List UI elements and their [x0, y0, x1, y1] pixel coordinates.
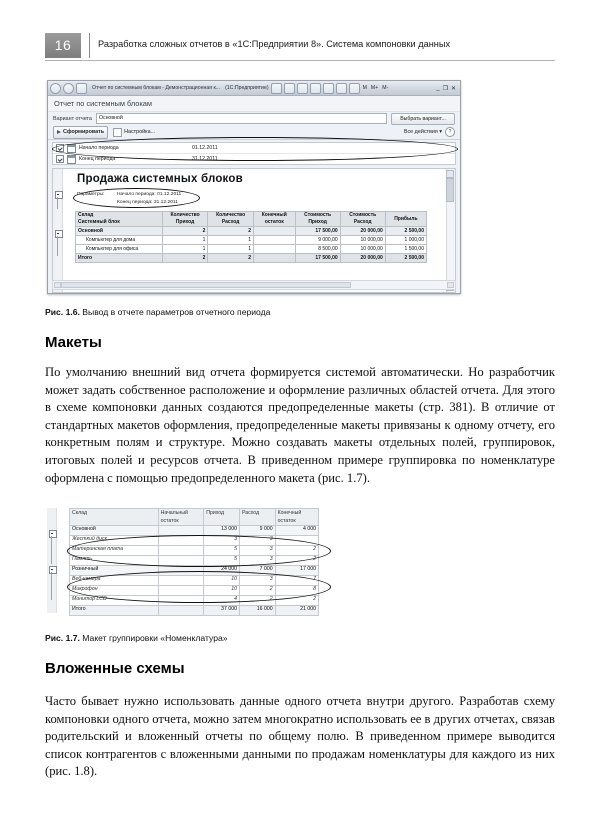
report-col-cost-in: Стоимость Приход: [295, 212, 340, 227]
memory-m-button[interactable]: M: [362, 85, 367, 91]
row-cell: [253, 227, 295, 236]
table-row: [76, 227, 427, 236]
row-name: Итого: [76, 254, 163, 263]
row-cell: 9 000,00: [295, 236, 340, 245]
parameters-panel: [52, 142, 456, 165]
row-cell: 13 000: [204, 526, 240, 536]
row-cell: 1 500,00: [385, 245, 426, 254]
scroll-up-arrow[interactable]: [446, 170, 454, 178]
row-cell: 24 000: [204, 566, 240, 576]
report-canvas: [52, 168, 456, 293]
table-row: [76, 245, 427, 254]
report-parameter-line: Конец периода: 31.12.2011: [117, 199, 178, 205]
close-icon[interactable]: ✕: [450, 85, 456, 92]
parameter-row[interactable]: [53, 143, 455, 154]
report-col-cost-out: Стоимость Расход: [340, 212, 385, 227]
row-cell: 1: [208, 245, 254, 254]
report-parameters-spacer: [77, 199, 111, 207]
running-head: [45, 33, 555, 63]
row-cell: 4 000: [275, 526, 318, 536]
caption-text: Вывод в отчете параметров отчетного периода: [79, 307, 271, 317]
report-col-qty-in: Количество Приход: [162, 212, 208, 227]
heading-makety: Макеты: [45, 334, 102, 351]
layout-table: [69, 508, 319, 616]
row-cell: 2 500,00: [385, 227, 426, 236]
calendar-icon: [67, 155, 76, 164]
layout-col-in: Приход: [204, 509, 240, 526]
running-head-title: Разработка сложных отчетов в «1С:Предприятии 8». Система компоновки данных: [98, 39, 451, 49]
row-cell: [275, 536, 318, 546]
row-cell: 21 000: [275, 606, 318, 616]
window-header-title: Отчет по системным блокам: [54, 99, 152, 108]
variant-label: Вариант отчета: [53, 115, 92, 122]
group-collapse-box[interactable]: [55, 230, 63, 238]
row-cell: 5: [204, 556, 240, 566]
row-name: Итого: [70, 606, 159, 616]
table-row: [70, 546, 319, 556]
save-icon[interactable]: [271, 83, 282, 94]
horizontal-scrollbar[interactable]: [52, 280, 456, 290]
row-cell: [158, 606, 204, 616]
row-cell: 2 500,00: [385, 254, 426, 263]
paragraph-makety: По умолчанию внешний вид отчета формируется системой автоматически. Но разработчик может задать собственное расположение и оформление различных областей отчета. Для этого в схеме компоновки данных создаются предопределенные макеты (стр. 381). В отличие от стандартных макетов оформления, предопределенные макеты привязаны к одному отчету, его конкретным полям и структуре. Можно создавать макеты отдельных полей, группировок, итоговых полей и ресурсов отчета. В приведенном примере группировка по номенклатуре оформлена с помощью предопределенного макета (рис. 1.7).: [45, 365, 555, 485]
choose-variant-button[interactable]: Выбрать вариант...: [391, 113, 455, 125]
report-title: Продажа системных блоков: [77, 173, 243, 185]
group-line: [51, 572, 52, 600]
vertical-scrollbar[interactable]: [446, 169, 455, 292]
row-cell: 5: [204, 546, 240, 556]
row-cell: 2: [208, 254, 254, 263]
row-cell: 2: [162, 254, 208, 263]
parameter-name: Конец периода: [79, 156, 116, 162]
row-cell: 3: [204, 536, 240, 546]
row-name: Монитор LCD: [70, 596, 159, 606]
row-cell: 3: [240, 546, 276, 556]
row-cell: [158, 546, 204, 556]
caption-figure-1-7: [45, 633, 228, 643]
caption-number: Рис. 1.6.: [45, 307, 80, 317]
back-icon[interactable]: [50, 83, 61, 94]
group-collapse-box[interactable]: [49, 530, 57, 538]
window-header: [48, 96, 460, 112]
row-cell: 2: [275, 596, 318, 606]
row-cell: 17 500,00: [295, 254, 340, 263]
grouping-gutter: [47, 508, 57, 613]
layout-col-opening: Начальный остаток: [158, 509, 204, 526]
parameter-value[interactable]: 31.12.2011: [192, 156, 218, 162]
calendar-icon: [67, 144, 76, 153]
report-col-sklad: Склад Системный блок: [76, 212, 163, 227]
report-parameters-block: [77, 191, 181, 206]
row-name: Память: [70, 556, 159, 566]
table-row: [70, 556, 319, 566]
all-actions-button[interactable]: Все действия ▾: [403, 129, 442, 135]
report-table: [75, 211, 427, 263]
table-row: [76, 236, 427, 245]
table-row: [70, 576, 319, 586]
row-name: Основной: [70, 526, 159, 536]
row-name: Основной: [76, 227, 163, 236]
row-cell: 37 000: [204, 606, 240, 616]
row-cell: 3: [240, 556, 276, 566]
row-name: Компьютер для офиса: [76, 245, 163, 254]
row-cell: 20 000,00: [340, 254, 385, 263]
row-cell: 10: [204, 586, 240, 596]
command-row-right: [404, 127, 455, 137]
row-cell: 10: [204, 576, 240, 586]
row-cell: [158, 596, 204, 606]
row-cell: 3: [240, 576, 276, 586]
figure-1-7-layout-grid: [47, 508, 329, 613]
row-cell: 16 000: [240, 606, 276, 616]
generate-button[interactable]: [53, 126, 108, 139]
row-cell: 2: [208, 227, 254, 236]
row-cell: [158, 576, 204, 586]
row-cell: 2: [275, 546, 318, 556]
parameter-row[interactable]: [53, 154, 455, 164]
parameter-name: Начало периода: [79, 145, 119, 151]
row-cell: 8: [275, 586, 318, 596]
command-row: [48, 125, 460, 140]
scroll-right-arrow[interactable]: [447, 282, 454, 288]
row-cell: 20 000,00: [340, 227, 385, 236]
row-cell: 10 000,00: [340, 236, 385, 245]
caption-figure-1-6: [45, 307, 270, 317]
group-line: [57, 197, 58, 209]
group-collapse-box[interactable]: [49, 566, 57, 574]
caption-number: Рис. 1.7.: [45, 633, 80, 643]
table-row: [70, 596, 319, 606]
row-cell: [158, 536, 204, 546]
row-cell: 1: [162, 236, 208, 245]
row-cell: 7 000: [240, 566, 276, 576]
report-col-qty-out: Количество Расход: [208, 212, 254, 227]
forward-icon[interactable]: [63, 83, 74, 94]
restore-icon[interactable]: ❐: [442, 85, 448, 92]
page-number: 16: [54, 37, 72, 53]
preview-icon[interactable]: [297, 83, 308, 94]
settings-label: Настройка...: [124, 129, 156, 135]
row-cell: 7: [275, 576, 318, 586]
row-cell: [158, 566, 204, 576]
row-cell: 2: [162, 227, 208, 236]
table-row: [70, 606, 319, 616]
row-cell: 2: [275, 556, 318, 566]
figure-1-6-app-window: [47, 80, 461, 294]
row-cell: 9 000: [240, 526, 276, 536]
panel-right-icon[interactable]: [349, 83, 360, 94]
row-cell: [253, 254, 295, 263]
report-parameters-label: Параметры:: [77, 192, 105, 197]
report-parameter-line: Начало периода: 01.12.2011: [117, 192, 182, 197]
paragraph-vlozhennye-shemy: Часто бывает нужно использовать данные одного отчета внутри другого. Разработав схему компоновки одного отчета, можно затем многократно использовать ее в других отчетах, связав родительский и вложенный отчеты по общему полю. В приведенном примере выводится список контрагентов с вложенными данными по продажам номенклатуры для каждого из них (рис. 1.8).: [45, 694, 555, 779]
play-icon: [57, 130, 61, 134]
table-row: [70, 586, 319, 596]
window-title-bar: [48, 81, 460, 96]
row-name: Розничный: [70, 566, 159, 576]
caption-text: Макет группировки «Номенклатура»: [79, 633, 228, 643]
app-name: (1С:Предприятие): [225, 85, 269, 91]
parameter-checkbox[interactable]: [56, 144, 64, 152]
settings-button[interactable]: [113, 128, 155, 137]
table-row: [70, 536, 319, 546]
generate-label: Сформировать: [63, 129, 105, 135]
print-icon[interactable]: [284, 83, 295, 94]
row-cell: 2: [240, 586, 276, 596]
help-icon[interactable]: ?: [445, 127, 455, 137]
row-cell: 1 000,00: [385, 236, 426, 245]
minimize-icon[interactable]: _: [436, 85, 440, 91]
report-col-balance: Конечный остаток: [253, 212, 295, 227]
horizontal-scroll-thumb[interactable]: [61, 282, 351, 288]
running-head-divider: [89, 33, 90, 58]
row-cell: 1: [162, 245, 208, 254]
group-collapse-box[interactable]: [55, 191, 63, 199]
variant-row: [48, 112, 460, 125]
scroll-left-arrow[interactable]: [54, 282, 61, 288]
row-name: Веб-камера: [70, 576, 159, 586]
row-cell: [253, 245, 295, 254]
vertical-scroll-thumb[interactable]: [446, 178, 454, 202]
layout-table-header-row: [70, 509, 319, 526]
group-line: [51, 536, 52, 564]
heading-vlozhennye-shemy: Вложенные схемы: [45, 660, 185, 677]
memory-m-minus-button[interactable]: M-: [382, 85, 389, 91]
table-row: [76, 254, 427, 263]
paste-icon[interactable]: [323, 83, 334, 94]
layout-col-closing: Конечный остаток: [275, 509, 318, 526]
row-cell: [158, 586, 204, 596]
running-head-underline: [45, 60, 555, 61]
table-row: [70, 526, 319, 536]
parameter-value[interactable]: 01.12.2011: [192, 145, 218, 151]
row-name: Компьютер для дома: [76, 236, 163, 245]
row-cell: 17 500,00: [295, 227, 340, 236]
row-cell: [253, 236, 295, 245]
row-cell: [158, 526, 204, 536]
window-system-buttons: [436, 85, 458, 92]
layout-col-sklad: Склад: [70, 509, 159, 526]
panel-left-icon[interactable]: [336, 83, 347, 94]
row-cell: 1: [208, 236, 254, 245]
row-cell: 10 000,00: [340, 245, 385, 254]
group-line: [57, 236, 58, 256]
parameter-checkbox[interactable]: [56, 155, 64, 163]
row-name: Жесткий диск: [70, 536, 159, 546]
row-cell: 4: [204, 596, 240, 606]
report-table-header-row: [76, 212, 427, 227]
layout-col-out: Расход: [240, 509, 276, 526]
row-cell: 2: [240, 596, 276, 606]
row-cell: [158, 556, 204, 566]
window-caption: Отчет по системным блокам - Демонстрационная к...: [92, 85, 221, 91]
copy-icon[interactable]: [310, 83, 321, 94]
row-cell: 3: [240, 536, 276, 546]
row-cell: 8 500,00: [295, 245, 340, 254]
memory-m-plus-button[interactable]: M+: [370, 85, 379, 91]
settings-icon: [113, 128, 122, 137]
row-name: Микрофон: [70, 586, 159, 596]
variant-input[interactable]: Основной: [96, 113, 387, 124]
row-cell: 17 000: [275, 566, 318, 576]
favorites-star-icon[interactable]: [76, 83, 87, 94]
row-name: Материнская плата: [70, 546, 159, 556]
table-row: [70, 566, 319, 576]
report-col-profit: Прибыль: [385, 212, 426, 227]
